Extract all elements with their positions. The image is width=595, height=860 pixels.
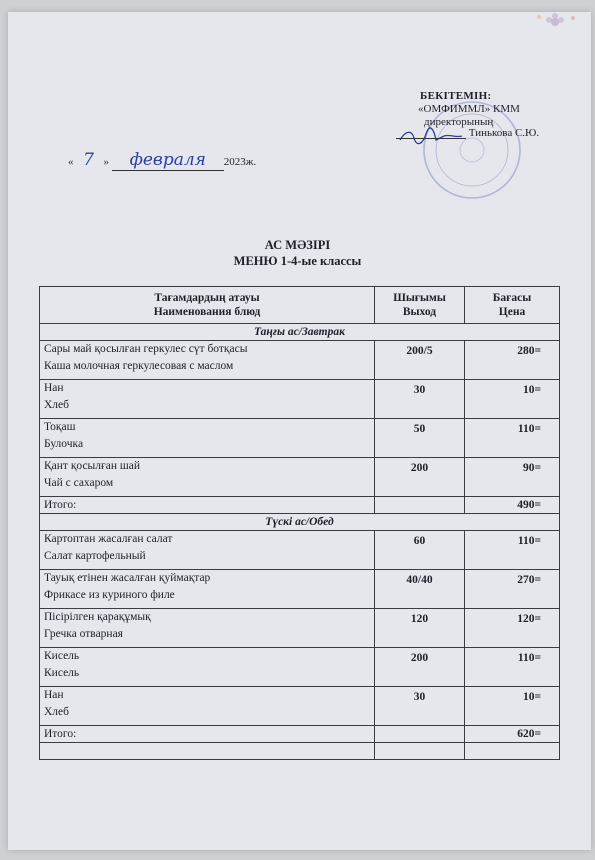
empty-row [40, 743, 560, 760]
table-row [40, 419, 560, 458]
table-row [40, 380, 560, 419]
empty-cell [465, 743, 560, 760]
date-month: февраля [112, 150, 224, 171]
dish-price: 120= [465, 609, 560, 648]
table-header-row [40, 287, 560, 324]
table-row [40, 570, 560, 609]
dish-name: Қант қосылған шай Чай с сахаром [40, 458, 375, 497]
dish-price: 110= [465, 648, 560, 687]
approval-date [68, 150, 256, 171]
approval-title: БЕКІТЕМІН: [420, 90, 492, 102]
dish-price: 280= [465, 341, 560, 380]
flower-decoration-icon [525, 12, 585, 40]
total-yield-empty [375, 497, 465, 514]
total-price: 490= [465, 497, 560, 514]
signature-line [396, 127, 546, 139]
section-lunch [40, 514, 560, 531]
date-day: 7 [83, 150, 94, 170]
date-open-quote: « [68, 156, 74, 168]
approval-organization: «ОМФИММЛ» КММ [418, 103, 520, 115]
table-row [40, 609, 560, 648]
total-price: 620= [465, 726, 560, 743]
section-breakfast [40, 324, 560, 341]
dish-price: 110= [465, 531, 560, 570]
dish-yield: 30 [375, 687, 465, 726]
dish-yield: 30 [375, 380, 465, 419]
table-row [40, 458, 560, 497]
dish-name: Тоқаш Булочка [40, 419, 375, 458]
dish-price: 90= [465, 458, 560, 497]
director-name: Тинькова С.Ю. [468, 127, 540, 139]
menu-title-kz: АС МӘЗІРІ [264, 238, 331, 252]
dish-price: 10= [465, 380, 560, 419]
dish-name: Сары май қосылған геркулес сүт ботқасы Каша молочная геркулесовая с маслом [40, 341, 375, 380]
table-row [40, 648, 560, 687]
approval-block [420, 90, 520, 129]
section-title: Таңғы ас/Завтрак [40, 324, 560, 341]
header-yield: Шығымы Выход [375, 287, 465, 324]
total-yield-empty [375, 726, 465, 743]
empty-cell [375, 743, 465, 760]
dish-yield: 120 [375, 609, 465, 648]
total-label: Итого: [40, 726, 375, 743]
section-title: Түскі ас/Обед [40, 514, 560, 531]
dish-name: Нан Хлеб [40, 687, 375, 726]
dish-yield: 40/40 [375, 570, 465, 609]
table-row [40, 341, 560, 380]
header-dish-name: Тағамдардың атауы Наименования блюд [40, 287, 375, 324]
breakfast-total-row [40, 497, 560, 514]
date-year: 2023ж. [223, 156, 257, 168]
dish-yield: 200 [375, 648, 465, 687]
table-row [40, 687, 560, 726]
menu-title-ru: МЕНЮ 1-4-ые классы [233, 254, 362, 268]
dish-name: Кисель Кисель [40, 648, 375, 687]
total-label: Итого: [40, 497, 375, 514]
menu-table [39, 286, 560, 760]
dish-name: Пісірілген қарақұмық Гречка отварная [40, 609, 375, 648]
dish-yield: 60 [375, 531, 465, 570]
table-row [40, 531, 560, 570]
dish-name: Картоптан жасалған салат Салат картофельный [40, 531, 375, 570]
empty-cell [40, 743, 375, 760]
dish-yield: 50 [375, 419, 465, 458]
dish-yield: 200/5 [375, 341, 465, 380]
lunch-total-row [40, 726, 560, 743]
dish-price: 270= [465, 570, 560, 609]
dish-price: 10= [465, 687, 560, 726]
dish-price: 110= [465, 419, 560, 458]
dish-name: Тауық етінен жасалған қуймақтар Фрикасе из куриного филе [40, 570, 375, 609]
dish-name: Нан Хлеб [40, 380, 375, 419]
header-price: Бағасы Цена [465, 287, 560, 324]
date-mid-quote: » [103, 156, 109, 168]
signature-underline [396, 128, 466, 139]
dish-yield: 200 [375, 458, 465, 497]
approval-position: директорының [424, 116, 494, 128]
